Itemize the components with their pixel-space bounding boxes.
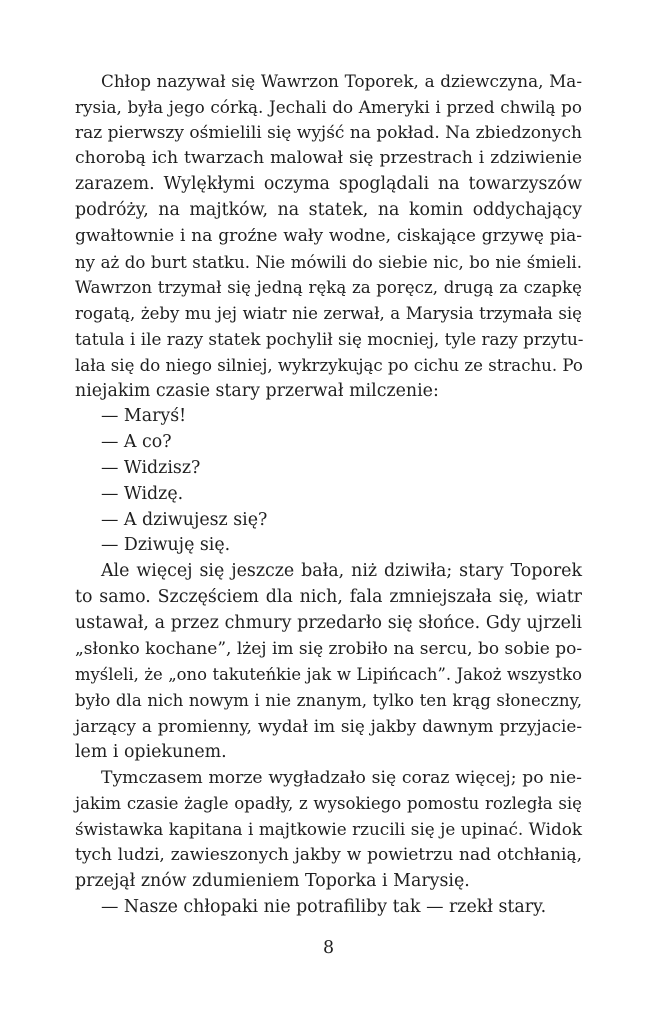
dialogue-line: — Nasze chłopaki nie potrafiliby tak — rzekł stary. [101, 896, 547, 917]
dialogue-line: — Maryś! [101, 406, 187, 427]
dialogue-line: — Widzisz? [101, 457, 201, 478]
text-line: lem i opiekunem. [75, 741, 227, 762]
text-line: ny aż do burt statku. Nie mówili do siebie nic, bo nie śmieli. [75, 252, 582, 272]
text-line: niejakim czasie stary przerwał milczenie: [75, 380, 439, 401]
dialogue-line: — A dziwujesz się? [101, 509, 268, 530]
text-line: rysia, była jego córką. Jechali do Ameryki i przed chwilą po [75, 96, 582, 117]
dialogue-line: — Dziwuję się. [101, 535, 231, 556]
text-line: podróży, na majtków, na statek, na komin oddychający [75, 199, 582, 220]
text-line: przejął znów zdumieniem Toporka i Marysię. [75, 870, 470, 891]
text-line: jakim czasie żagle opadły, z wysokiego pomostu rozległa się [75, 794, 582, 814]
text-line: zarazem. Wylękłymi oczyma spoglądali na towarzyszów [75, 174, 582, 195]
dialogue-line: — Widzę. [101, 483, 184, 504]
text-line: raz pierwszy ośmielili się wyjść na pokład. Na zbiedzonych [75, 122, 582, 143]
text-line: Chłop nazywał się Wawrzon Toporek, a dziewczyna, Ma- [101, 71, 582, 91]
page-number: 8 [322, 938, 335, 958]
text-line: „słonko kochane”, lżej im się zrobiło na sercu, bo sobie po- [75, 638, 583, 659]
text-line: gwałtownie i na groźne wały wodne, ciskające grzywę pia- [75, 225, 582, 246]
text-line: świstawka kapitana i majtkowie rzucili się je upinać. Widok [75, 819, 582, 840]
text-line: chorobą ich twarzach malował się przestrach i zdziwienie [75, 148, 582, 169]
text-line: Tymczasem morze wygładzało się coraz więcej; po nie- [101, 767, 582, 788]
dialogue-line: — A co? [101, 432, 172, 453]
text-line: Wawrzon trzymał się jedną ręką za poręcz, drugą za czapkę [75, 278, 582, 298]
text-line: myśleli, że „ono takuteńkie jak w Lipińcach”. Jakoż wszystko [75, 665, 582, 685]
text-line: to samo. Szczęściem dla nich, fala zmniejszała się, wiatr [75, 586, 582, 607]
text-line: tatula i ile razy statek pochylił się mocniej, tyle razy przytu- [75, 328, 584, 349]
text-line: rogatą, żeby mu jej wiatr nie zerwał, a Marysia trzymała się [75, 304, 582, 324]
text-line: ustawał, a przez chmury przedarło się słońce. Gdy ujrzeli [75, 612, 582, 633]
text-line: Ale więcej się jeszcze bała, niż dziwiła; stary Toporek [101, 561, 582, 582]
text-line: jarzący a promienny, wydał im się jakby dawnym przyjacie- [75, 715, 582, 736]
text-line: tych ludzi, zawieszonych jakby w powietrzu nad otchłanią, [75, 844, 582, 865]
page-body [75, 69, 582, 920]
text-line: było dla nich nowym i nie znanym, tylko ten krąg słoneczny, [75, 691, 582, 711]
text-line: lała się do niego silniej, wykrzykując po cichu ze strachu. Po [75, 355, 583, 375]
